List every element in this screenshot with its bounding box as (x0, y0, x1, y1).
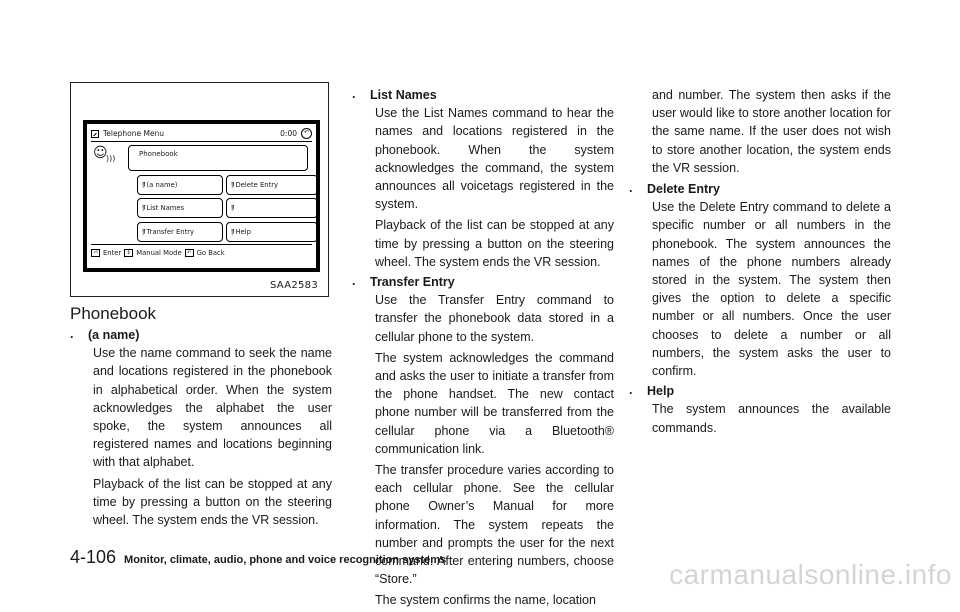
voice-command-icon: ﾘ (231, 181, 234, 189)
screen-title-bar (91, 126, 312, 141)
term-help: . Help (629, 382, 891, 400)
paragraph: Use the name command to seek the name and locations registered in the phonebook in alphabetical order. When the system acknowledges the alphabet the user spoke, the system announces all registered names and locations beginning with that alphabet. (93, 346, 332, 470)
voice-recognition-icon: ☺ ))) (93, 145, 116, 163)
paragraph: The transfer procedure varies according to each cellular phone. See the cellular phone Owner’s Manual for more information. The system repeats the number and prompts the user for the next command. After entering numbers, choose “Store.” (375, 463, 614, 587)
column-1 (70, 326, 332, 531)
figure-code: SAA2583 (269, 280, 318, 291)
page-footer (70, 547, 446, 568)
entry-list-names (352, 86, 614, 271)
back-arrow-icon: ↶ (301, 128, 312, 139)
column-2 (352, 86, 614, 612)
list-names-label: List Names (146, 204, 185, 212)
voice-command-icon: ﾘ (142, 228, 145, 236)
paragraph: The system announces the available commands. (652, 402, 891, 435)
screen-time: 0:00 (280, 129, 297, 138)
a-name-label: (a name) (146, 181, 178, 189)
empty-button (226, 198, 318, 218)
enter-label: Enter (103, 249, 122, 257)
chapter-title: Monitor, climate, audio, phone and voice recognition systems (124, 554, 447, 566)
paragraph: Use the Delete Entry command to delete a specific number or all numbers in the phonebook. The system announces the names of the phone numbers already stored in the system. The system then gives the option to delete a specific number or all numbers. Once the user chooses to delete a number or all numbers, the system asks the user to confirm. (652, 200, 891, 379)
delete-entry-button (226, 175, 318, 195)
paragraph: Playback of the list can be stopped at any time by pressing a button on the steering wheel. The system ends the VR session. (375, 218, 614, 269)
title-divider (91, 141, 312, 142)
phonebook-label: Phonebook (139, 150, 178, 158)
figure-telephone-menu (70, 82, 329, 297)
paragraph: Use the List Names command to hear the names and locations registered in the phonebook. When the system acknowledges the command, the system announces all voicetags registered in the system. (375, 106, 614, 212)
entry-a-name (70, 326, 332, 529)
voice-command-icon: ﾘ (231, 204, 234, 212)
go-back-icon: ↶ (185, 249, 194, 257)
paragraph: Use the Transfer Entry command to transfer the phonebook data stored in a cellular phone to the system. (375, 293, 614, 344)
phonebook-header-box (128, 145, 308, 171)
term-transfer-entry: . Transfer Entry (352, 273, 614, 291)
term-delete-entry: . Delete Entry (629, 180, 891, 198)
paragraph-start: The system confirms the name, location (375, 593, 596, 608)
help-button (226, 222, 318, 242)
paragraph: Playback of the list can be stopped at any time by pressing a button on the steering wheel. The system ends the VR session. (93, 476, 332, 528)
help-label: Help (235, 228, 251, 236)
manual-mode-icon: ⇕ (124, 249, 133, 257)
screen-title: Telephone Menu (103, 129, 165, 138)
transfer-entry-button (137, 222, 223, 242)
term-list-names: . List Names (352, 86, 614, 104)
manual-mode-label: Manual Mode (136, 249, 182, 257)
transfer-entry-label: Transfer Entry (146, 228, 195, 236)
voice-command-icon: ﾘ (142, 181, 145, 189)
list-names-button (137, 198, 223, 218)
phone-menu-icon (91, 130, 99, 138)
page-number: 4-106 (70, 547, 117, 567)
paragraph: The system acknowledges the command and asks the user to initiate a transfer from the phone handset. The new contact phone number will be transferred from the cellular phone via a Bluetooth® communication link. (375, 350, 614, 456)
go-back-label: Go Back (196, 249, 225, 257)
paragraph-continuation: and number. The system then asks if the user would like to store another location for the same name. If the user does not wish to store another location, the system ends the VR session. (652, 88, 891, 175)
entry-help (629, 382, 891, 437)
entry-delete-entry (629, 180, 891, 380)
watermark-logo: carmanualsonline.info (669, 559, 952, 590)
term-a-name: . (a name) (70, 326, 332, 344)
display-screen (83, 120, 320, 272)
a-name-button (137, 175, 223, 195)
section-title: Phonebook (70, 304, 157, 323)
screen-bottom-bar (91, 247, 312, 259)
voice-command-icon: ﾘ (142, 204, 145, 212)
column-3 (629, 86, 891, 439)
bottom-divider (91, 244, 312, 245)
voice-command-icon: ﾘ (231, 228, 234, 236)
delete-entry-label: Delete Entry (235, 181, 279, 189)
enter-icon: ⏎ (91, 249, 100, 257)
